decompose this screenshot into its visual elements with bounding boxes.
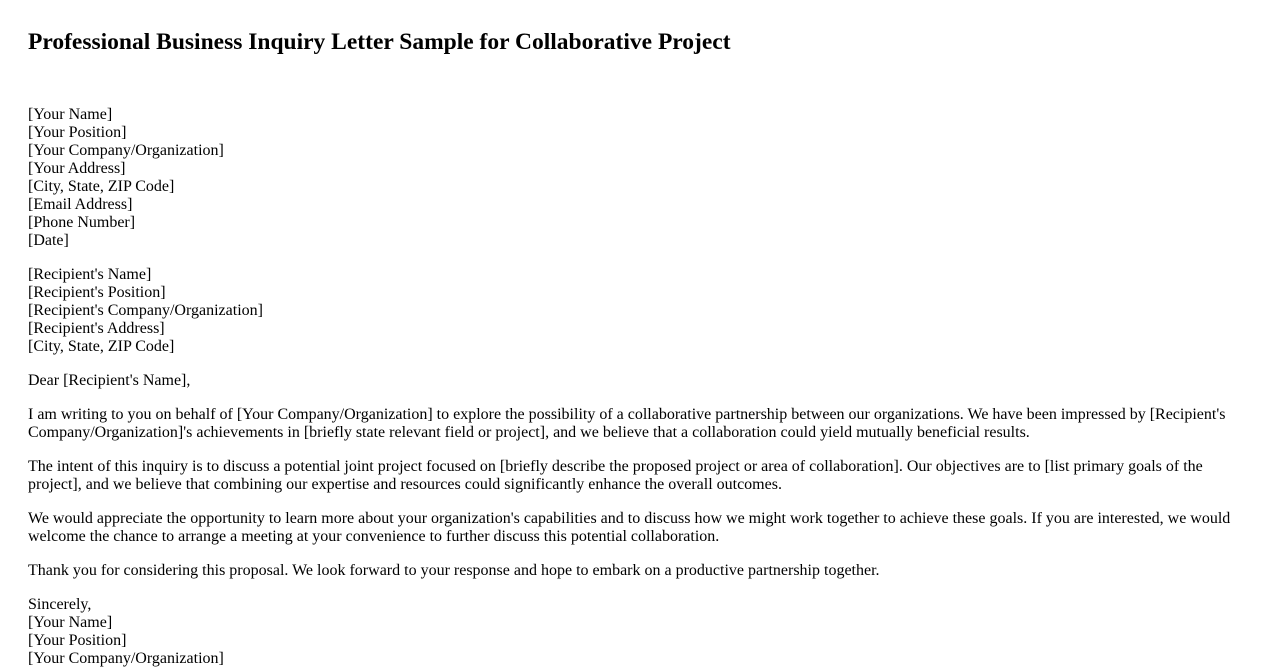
spacer xyxy=(28,546,1250,562)
recipient-address: [Recipient's Address] xyxy=(28,320,165,337)
spacer xyxy=(28,390,1250,406)
recipient-city-state-zip: [City, State, ZIP Code] xyxy=(28,338,175,355)
body-paragraph-intent: The intent of this inquiry is to discuss a potential joint project focused on [briefly describe the proposed project or area of collaboration]. Our objectives are to [list primary goals of the project], and we believe that combining our expertise and resources could significantly enhance the overall outcomes. xyxy=(28,458,1203,493)
sender-address: [Your Address] xyxy=(28,160,126,177)
recipient-address-block xyxy=(28,266,1250,356)
sender-phone: [Phone Number] xyxy=(28,214,136,231)
body-paragraph-thanks: Thank you for considering this proposal. We look forward to your response and hope to embark on a productive partnership together. xyxy=(28,562,880,579)
recipient-company: [Recipient's Company/Organization] xyxy=(28,302,263,319)
sender-address-block xyxy=(28,106,1250,250)
salutation: Dear [Recipient's Name], xyxy=(28,372,191,389)
spacer xyxy=(28,442,1250,458)
recipient-name: [Recipient's Name] xyxy=(28,266,152,283)
spacer xyxy=(28,580,1250,596)
closing: Sincerely, xyxy=(28,596,92,613)
signature-company: [Your Company/Organization] xyxy=(28,650,224,667)
letter-date: [Date] xyxy=(28,232,69,249)
body-paragraph-intro: I am writing to you on behalf of [Your Company/Organization] to explore the possibility of a collaborative partnership between our organizations. We have been impressed by [Recipient's Company/Organization]'s achievements in [briefly state relevant field or project], and we believe that a collaboration could yield mutually beneficial results. xyxy=(28,406,1226,441)
signature-block xyxy=(28,596,1250,668)
spacer xyxy=(28,250,1250,266)
body-paragraph-request: We would appreciate the opportunity to learn more about your organization's capabilities and to discuss how we might work together to achieve these goals. If you are interested, we would welcome the chance to arrange a meeting at your convenience to further discuss this potential collaboration. xyxy=(28,510,1231,545)
sender-email: [Email Address] xyxy=(28,196,133,213)
signature-name: [Your Name] xyxy=(28,614,113,631)
page-title: Professional Business Inquiry Letter Sample for Collaborative Project xyxy=(28,29,731,55)
signature-position: [Your Position] xyxy=(28,632,127,649)
sender-position: [Your Position] xyxy=(28,124,127,141)
spacer xyxy=(28,494,1250,510)
sender-name: [Your Name] xyxy=(28,106,113,123)
sender-city-state-zip: [City, State, ZIP Code] xyxy=(28,178,175,195)
sender-company: [Your Company/Organization] xyxy=(28,142,224,159)
recipient-position: [Recipient's Position] xyxy=(28,284,166,301)
spacer xyxy=(28,356,1250,372)
